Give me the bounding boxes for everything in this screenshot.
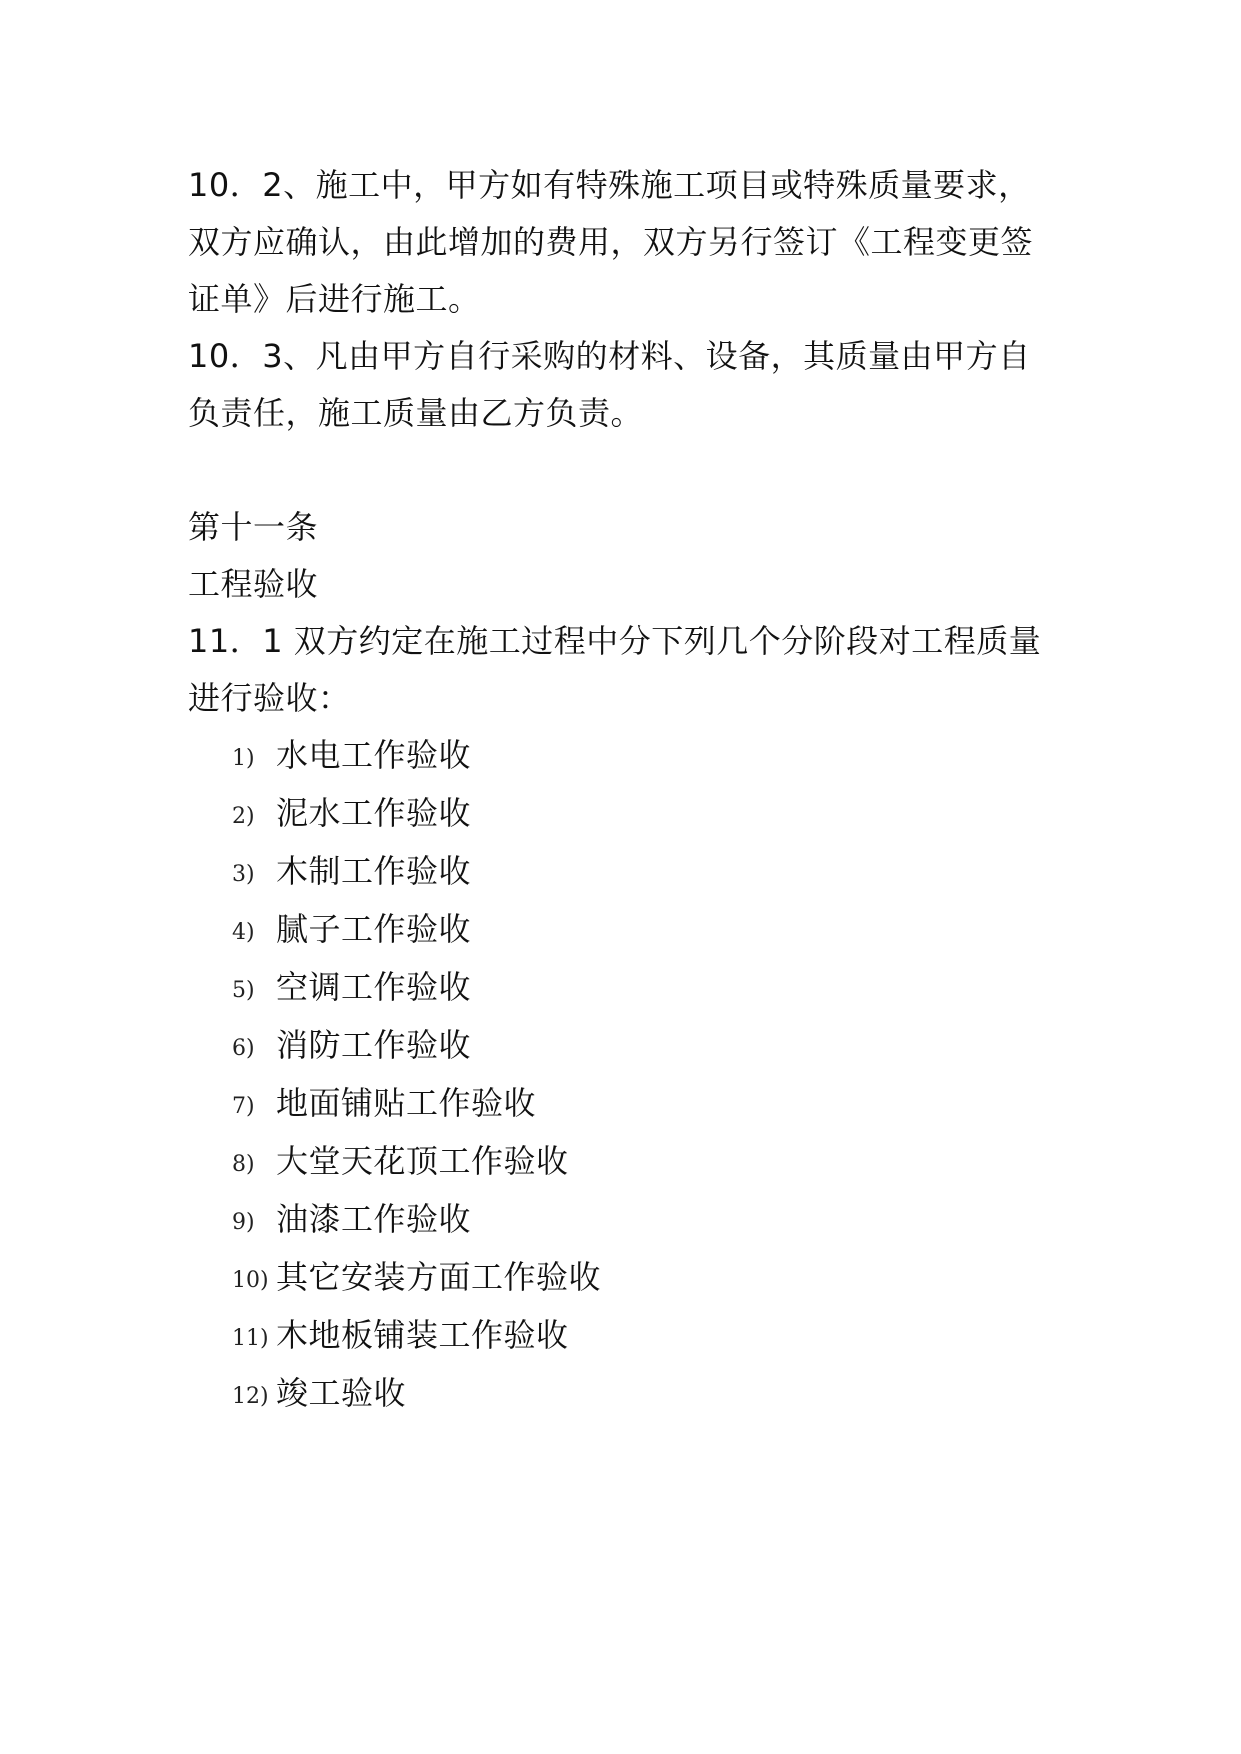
list-item-number: 7)	[232, 1093, 255, 1119]
list-item	[232, 1315, 569, 1355]
list-item-number: 3)	[232, 861, 255, 887]
list-item	[232, 1083, 536, 1123]
list-item-text: 空调工作验收	[276, 968, 472, 1006]
paragraph-10-3-line-1: 10．3、凡由甲方自行采购的材料、设备，其质量由甲方自	[188, 337, 1031, 375]
paragraph-11-1-line-2: 进行验收：	[188, 679, 351, 717]
paragraph-10-2-line-1: 10．2、施工中，甲方如有特殊施工项目或特殊质量要求，	[188, 166, 1031, 204]
paragraph-10-2-line-2: 双方应确认，由此增加的费用，双方另行签订《工程变更签	[188, 223, 1034, 261]
list-item	[232, 1373, 406, 1413]
list-item	[232, 909, 471, 949]
list-item	[232, 793, 471, 833]
list-item-number: 10)	[232, 1267, 269, 1293]
list-item-text: 竣工验收	[276, 1374, 407, 1412]
list-item-number: 9)	[232, 1209, 255, 1235]
list-item-text: 水电工作验收	[276, 736, 472, 774]
list-item-text: 木地板铺装工作验收	[276, 1316, 569, 1354]
list-item-number: 8)	[232, 1151, 255, 1177]
list-item	[232, 1141, 569, 1181]
list-item-number: 5)	[232, 977, 255, 1003]
list-item-number: 1)	[232, 745, 255, 771]
list-item-number: 2)	[232, 803, 255, 829]
list-item-text: 泥水工作验收	[276, 794, 472, 832]
list-item	[232, 1025, 471, 1065]
list-item	[232, 1257, 601, 1297]
list-item-number: 12)	[232, 1383, 269, 1409]
list-item-text: 木制工作验收	[276, 852, 472, 890]
paragraph-10-3-line-2: 负责任，施工质量由乙方负责。	[188, 394, 644, 432]
article-title: 工程验收	[188, 565, 319, 603]
list-item	[232, 1199, 471, 1239]
list-item-number: 6)	[232, 1035, 255, 1061]
list-item-text: 其它安装方面工作验收	[276, 1258, 602, 1296]
list-item-text: 地面铺贴工作验收	[276, 1084, 537, 1122]
paragraph-10-2-line-3: 证单》后进行施工。	[188, 280, 481, 318]
list-item-text: 大堂天花顶工作验收	[276, 1142, 569, 1180]
list-item-text: 油漆工作验收	[276, 1200, 472, 1238]
list-item	[232, 851, 471, 891]
list-item	[232, 735, 471, 775]
paragraph-11-1-line-1: 11．1 双方约定在施工过程中分下列几个分阶段对工程质量	[188, 622, 1042, 660]
article-number: 第十一条	[188, 508, 319, 546]
list-item-number: 4)	[232, 919, 255, 945]
list-item-number: 11)	[232, 1325, 269, 1351]
list-item-text: 消防工作验收	[276, 1026, 472, 1064]
list-item	[232, 967, 471, 1007]
list-item-text: 腻子工作验收	[276, 910, 472, 948]
